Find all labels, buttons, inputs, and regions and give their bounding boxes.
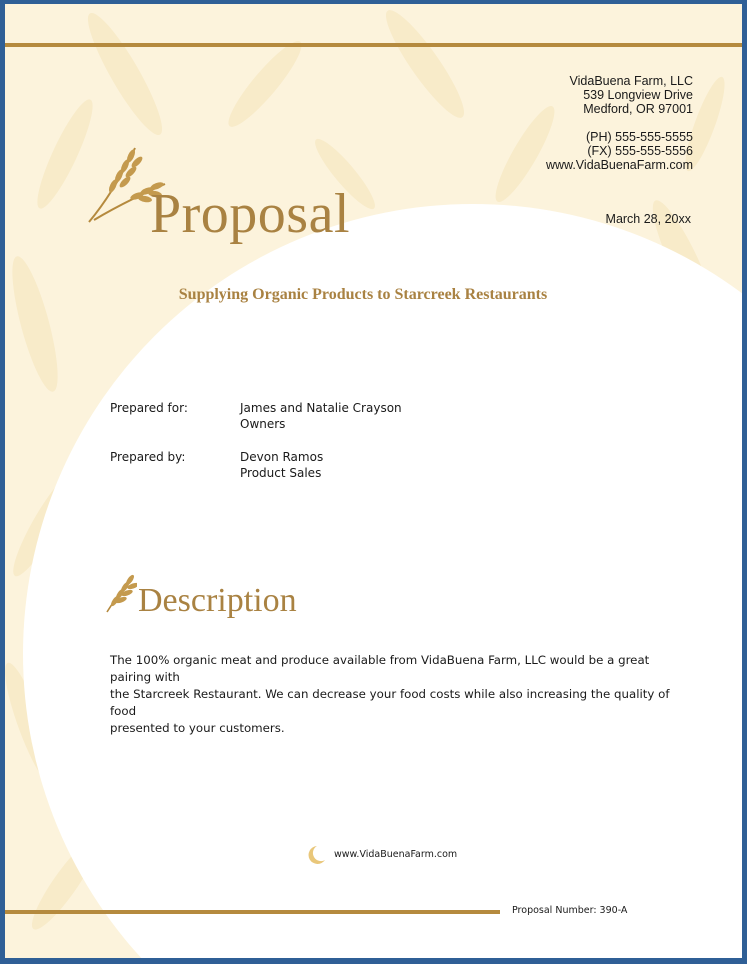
page-title: Proposal [150,183,350,245]
company-website[interactable]: www.VidaBuenaFarm.com [545,158,693,172]
description-line: the Starcreek Restaurant. We can decrease your food costs while also increasing the quality of food [110,687,670,718]
company-street: 539 Longview Drive [583,88,693,102]
wheat-icon [103,572,137,614]
company-name: VidaBuena Farm, LLC [569,74,693,88]
description-body [110,652,690,737]
proposal-number: Proposal Number: 390-A [512,905,628,916]
prepared-for-name: James and Natalie Crayson [240,401,402,415]
prepared-by-role: Product Sales [240,466,322,480]
description-line: presented to your customers. [110,721,285,735]
top-divider [5,43,742,47]
prepared-by-name: Devon Ramos [240,450,324,464]
crescent-moon-icon [305,844,327,866]
company-address-block [546,74,693,172]
proposal-date: March 28, 20xx [605,212,691,226]
prepared-for-label: Prepared for: [110,401,188,415]
company-fax: (FX) 555-555-5556 [587,144,693,158]
prepared-by-label: Prepared by: [110,450,186,464]
footer-website-link[interactable]: www.VidaBuenaFarm.com [334,849,458,860]
description-heading: Description [138,582,297,619]
bottom-divider [5,910,500,914]
company-city: Medford, OR 97001 [583,102,693,116]
company-phone: (PH) 555-555-5555 [585,130,693,144]
description-line: The 100% organic meat and produce available from VidaBuena Farm, LLC would be a great pairing with [110,653,650,684]
proposal-subtitle: Supplying Organic Products to Starcreek Restaurants [178,286,548,303]
proposal-page [5,4,742,958]
prepared-for-role: Owners [240,417,286,431]
